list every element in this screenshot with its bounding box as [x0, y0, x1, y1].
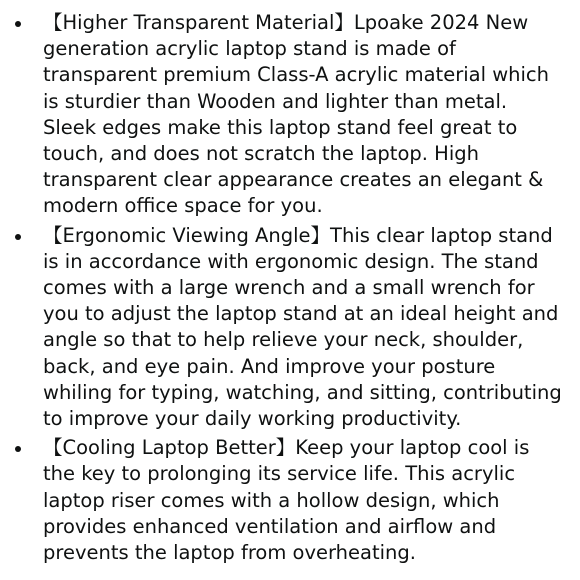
feature-bullet-cooling	[0, 435, 580, 566]
feature-bullet-text: 【Ergonomic Viewing Angle】This clear laptop stand is in accordance with ergonomic design. The stand comes with a large wrench and a small wrench for you to adjust the laptop stand at an ideal height and angle so that to help relieve your neck, shoulder, back, and eye pain. And improve your posture whiling for typing, watching, and sitting, contributing to improve your daily working productivity.	[43, 223, 562, 431]
feature-bullet-ergonomic	[0, 223, 580, 433]
feature-bullet-material	[0, 10, 580, 220]
bullet-point-icon	[15, 21, 21, 27]
feature-bullet-text: 【Higher Transparent Material】Lpoake 2024 New generation acrylic laptop stand is made of transparent premium Class-A acrylic material which is sturdier than Wooden and lighter than metal. Sleek edges make this laptop stand feel great to touch, and does not scratch the laptop. High transparent clear appearance creates an elegant & modern office space for you.	[43, 11, 550, 218]
bullet-point-icon	[15, 446, 21, 452]
bullet-point-icon	[15, 234, 21, 240]
feature-bullet-text: 【Cooling Laptop Better】Keep your laptop cool is the key to prolonging its service life. This acrylic laptop riser comes with a hollow design, which provides enhanced ventilation and airflow and prevents the laptop from overheating.	[43, 436, 530, 565]
